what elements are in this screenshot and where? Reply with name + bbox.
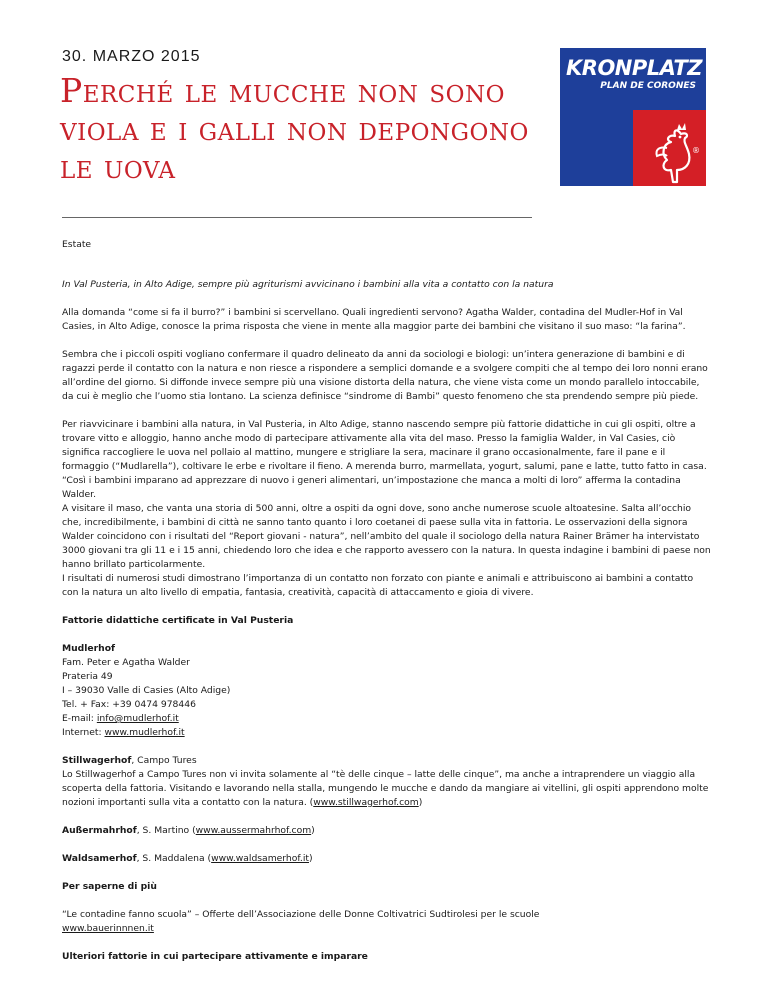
farm-card-stillwagerhof: Stillwagerhof, Campo Tures Lo Stillwagerhof a Campo Tures non vi invita solamente al “tè delle cinque – latte delle cinque”, ma anche a intraprendere un viaggio alla scoperta della fattoria. Visitando e lavorando nella stalla, mungendo le mucche e dando da mangiare ai vitellini, gli ospiti apprendono molte nozioni importanti sulla vita a contatto con la natura. (www.stillwagerhof.com) [62, 755, 709, 808]
farm-line-waldsamerhof: Waldsamerhof, S. Maddalena (www.waldsamerhof.it) [62, 853, 313, 864]
paragraph-3b: A visitare il maso, che vanta una storia di 500 anni, oltre a ospiti da ogni dove, sono anche numerose scuole altoatesine. Salta all’occhio che, incredibilmente, i bambini di città ne sanno tanto quanto i loro coetanei di paese sulla vita in fattoria. Le osservazioni della signora Walder coincidono con i risultati del “Report giovani - natura”, nell’ambito del quale il sociologo della natura Rainer Brämer ha intervistato 3000 giovani tra gli 11 e i 15 anni, chiedendo loro che idea e che rapporto avessero con la natura. In questa indagine i bambini di paese non hanno brillato particolarmente. [62, 503, 711, 570]
farm-name: Mudlerhof [62, 643, 116, 654]
farm-line-aussermahrhof: Außermahrhof, S. Martino (www.aussermahrhof.com) [62, 825, 315, 836]
farm-phone: Tel. + Fax: +39 0474 978446 [62, 699, 196, 710]
paragraph-3c: I risultati di numerosi studi dimostrano l’importanza di un contatto non forzato con piante e animali e attribuiscono ai bambini a contatto con la natura un alto livello di empatia, fantasia, creatività, capacità di attaccamento e gioia di vivere. [62, 573, 694, 598]
section-heading-more: Per saperne di più [62, 881, 157, 892]
registered-mark: ® [692, 146, 700, 155]
farm-website-link[interactable]: www.aussermahrhof.com [195, 825, 312, 836]
farm-contact: Fam. Peter e Agatha Walder [62, 657, 190, 668]
farm-website-link[interactable]: www.waldsamerhof.it [211, 853, 309, 864]
section-heading-certified: Fattorie didattiche certificate in Val Pusteria [62, 615, 294, 626]
paragraph-1: Alla domanda “come si fa il burro?” i bambini si scervellano. Quali ingredienti servono? Agatha Walder, contadina del Mudler-Hof in Val Casies, in Alto Adige, conosce la prima risposta che viene in mente alla maggior parte dei bambini che visitano il suo maso: “la farina”. [62, 307, 686, 332]
title-divider [62, 217, 532, 218]
section-heading-other-farms: Ulteriori fattorie in cui partecipare attivamente e imparare [62, 951, 368, 962]
farm-name: Stillwagerhof [62, 755, 132, 766]
paragraph-3a: Per riavvicinare i bambini alla natura, in Val Pusteria, in Alto Adige, stanno nascendo sempre più fattorie didattiche in cui gli ospiti, oltre a trovare vitto e alloggio, hanno anche modo di partecipare attivamente alla vita del maso. Presso la famiglia Walder, in Val Casies, ciò significa raccogliere le uova nel pollaio al mattino, mungere e strigliare la sera, macinare il grano occasionalmente, fare il pane e il formaggio (“Mudlarella”), coltivare le erbe e rivoltare il fieno. A merenda burro, marmellata, yogurt, salumi, pane e latte, tutto fatto in casa. “Così i bambini imparano ad apprezzare di nuovo i generi alimentari, un’impostazione che manca a molti di loro” afferma la contadina Walder. [62, 419, 707, 500]
more-info-block [62, 908, 712, 936]
kronplatz-logo [560, 48, 706, 186]
category-label: Estate [62, 239, 92, 250]
farm-card-mudlerhof: Mudlerhof Fam. Peter e Agatha Walder Prateria 49 I – 39030 Valle di Casies (Alto Adige) Tel. + Fax: +39 0474 978446 E-mail: info@mudlerhof.it Internet: www.mudlerhof.it [62, 642, 712, 740]
farm-email-link[interactable]: info@mudlerhof.it [96, 713, 179, 724]
more-info-link[interactable]: www.bauerinnnen.it [62, 923, 154, 934]
article-date: 30. MARZO 2015 [62, 48, 201, 65]
farm-website-link[interactable]: www.mudlerhof.it [104, 727, 185, 738]
article-title: Perché le mucche non sono viola e i galli non depongono le uova [60, 71, 529, 186]
article-intro: In Val Pusteria, in Alto Adige, sempre più agriturismi avvicinano i bambini alla vita a contatto con la natura [62, 279, 554, 290]
logo-brand-text: KRONPLATZ [566, 56, 702, 80]
logo-sub-text: PLAN DE CORONES [600, 81, 696, 91]
more-info-text: “Le contadine fanno scuola” – Offerte dell’Associazione delle Donne Coltivatrici Sudtirolesi per le scuole [62, 909, 540, 920]
farm-website-link[interactable]: www.stillwagerhof.com [313, 797, 419, 808]
farm-city: I – 39030 Valle di Casies (Alto Adige) [62, 685, 231, 696]
farm-address: Prateria 49 [62, 671, 113, 682]
article-body [62, 238, 712, 964]
paragraph-2: Sembra che i piccoli ospiti vogliano confermare il quadro delineato da anni da sociologi e biologi: un’intera generazione di bambini e di ragazzi perde il contatto con la natura e non riesce a rispondere a semplici domande e a svolgere compiti che al tempo dei loro nonni erano all’ordine del giorno. Si diffonde invece sempre più una visione distorta della natura, che viene vista come un mondo parallelo intoccabile, da cui è meglio che l’uomo stia lontano. La scienza definisce “sindrome di Bambi” questo fenomeno che sta prendendo sempre più piede. [62, 349, 708, 402]
